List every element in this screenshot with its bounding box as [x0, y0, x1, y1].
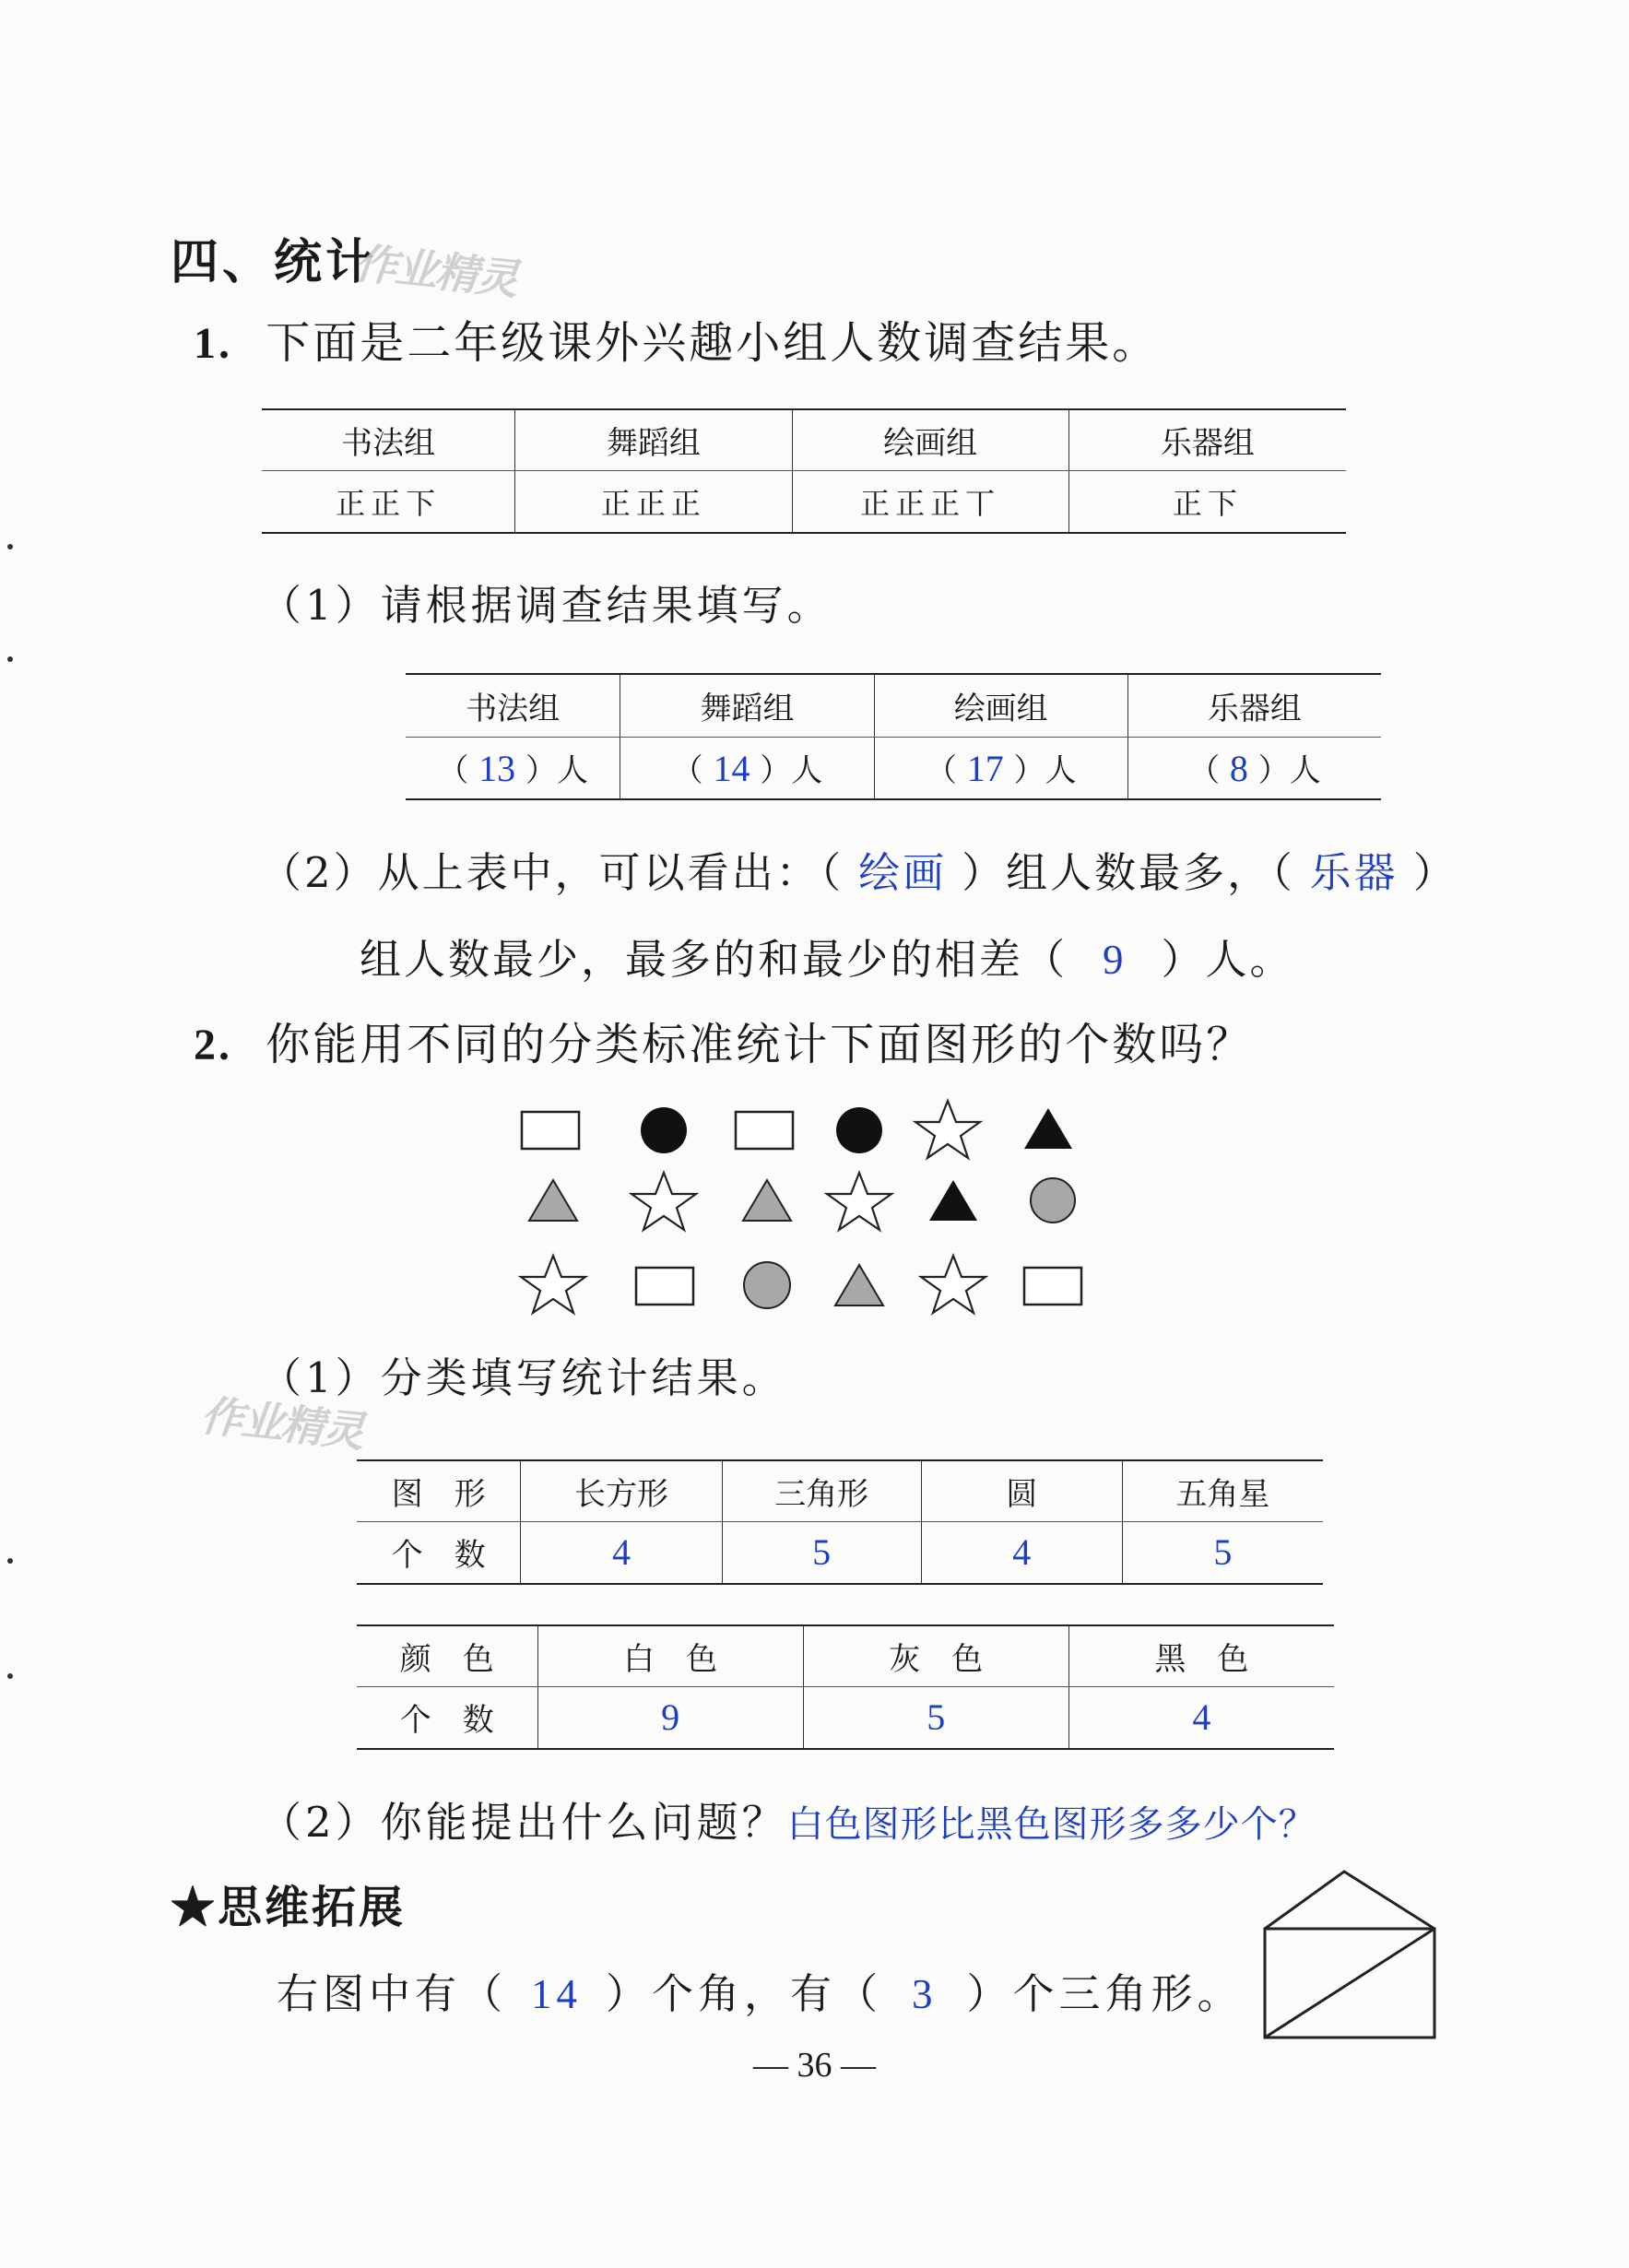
angle-figure	[1254, 1862, 1457, 2047]
unit-label: 人	[1045, 752, 1077, 790]
group-cell: 舞蹈组	[620, 674, 874, 737]
shape-header: 圆	[921, 1460, 1122, 1521]
color-count: 9	[537, 1686, 803, 1749]
q1-sub2-line2	[360, 926, 1294, 986]
text: ）个角，有（	[606, 1969, 883, 2018]
count-answer: 13	[478, 748, 516, 790]
black-circle	[641, 1107, 687, 1153]
header-cell: 颜 色	[357, 1625, 537, 1686]
black-triangle	[1024, 1108, 1072, 1149]
text: ）人。	[1161, 935, 1294, 984]
color-count-table	[357, 1624, 1334, 1750]
count-answer: 17	[966, 748, 1004, 790]
gray-triangle	[529, 1180, 577, 1221]
page-number: — 36 —	[753, 2046, 876, 2085]
white-star	[632, 1173, 696, 1230]
margin-dot	[7, 656, 13, 662]
group-cell: 绘画组	[874, 674, 1127, 737]
text: （2）从上表中，可以看出：（	[260, 848, 844, 897]
tally-cell: 正正下	[336, 485, 442, 521]
group-cell: 舞蹈组	[515, 409, 792, 470]
gray-circle	[1031, 1178, 1075, 1223]
question-1	[194, 307, 1159, 371]
shape-count: 5	[1122, 1521, 1323, 1584]
shape-header: 五角星	[1122, 1460, 1323, 1521]
white-star	[521, 1256, 585, 1313]
color-header: 黑 色	[1068, 1625, 1334, 1686]
shape-count: 5	[722, 1521, 921, 1584]
text: ）个三角形。	[966, 1969, 1244, 2018]
shape-header: 三角形	[722, 1460, 921, 1521]
margin-dot	[7, 1558, 13, 1564]
text: ）组人数最多，（	[962, 848, 1295, 897]
angles-answer: 14	[531, 1971, 583, 2017]
group-cell: 书法组	[406, 674, 620, 737]
count-answer: 8	[1229, 748, 1248, 790]
color-header: 白 色	[537, 1625, 803, 1686]
shapes-grid	[498, 1088, 1106, 1337]
tally-cell: 正正正	[515, 470, 792, 533]
white-rectangle	[1024, 1268, 1081, 1305]
white-rectangle	[636, 1268, 693, 1305]
q2-sub1: （1）分类填写统计结果。	[260, 1353, 787, 1402]
question-number: 2.	[194, 1021, 232, 1069]
watermark-logo: 作业精灵	[352, 237, 520, 305]
difference-answer: 9	[1103, 937, 1127, 983]
row-label: 个 数	[399, 1702, 494, 1740]
white-star	[921, 1256, 986, 1313]
count-cell: （ 13 ）人	[437, 748, 588, 790]
black-circle	[836, 1107, 882, 1153]
group-cell: 乐器组	[1127, 674, 1381, 737]
row-label: 个 数	[391, 1537, 486, 1575]
count-table	[406, 673, 1381, 800]
header-cell: 图 形	[357, 1460, 521, 1521]
q2-sub2	[260, 1789, 1316, 1849]
least-answer: 乐器	[1309, 850, 1399, 896]
tally-cell: 正正正丅	[792, 470, 1068, 533]
watermark-logo: 作业精灵	[198, 1389, 366, 1458]
shape-count-table	[357, 1459, 1323, 1585]
unit-label: 人	[1289, 752, 1321, 790]
shape-header: 长方形	[521, 1460, 722, 1521]
text: 组人数最少，最多的和最少的相差（	[360, 935, 1068, 984]
text: ）	[1412, 848, 1458, 897]
section-title: 四、统计	[171, 234, 378, 290]
extension-title: ★思维拓展	[171, 1882, 407, 1933]
group-cell: 书法组	[262, 409, 515, 470]
shape-count: 4	[921, 1521, 1122, 1584]
tally-table	[262, 408, 1346, 534]
question-text: 下面是二年级课外兴趣小组人数调查结果。	[266, 317, 1160, 369]
extension-question	[277, 1960, 1244, 2020]
white-star	[915, 1101, 980, 1158]
color-count: 5	[803, 1686, 1068, 1749]
group-cell: 乐器组	[1068, 409, 1346, 470]
white-rectangle	[736, 1112, 793, 1149]
gray-circle	[744, 1262, 790, 1308]
count-cell: （ 17 ）人	[874, 737, 1127, 799]
white-rectangle	[522, 1112, 579, 1149]
shape-count: 4	[521, 1521, 722, 1584]
triangles-answer: 3	[912, 1971, 938, 2017]
count-cell: （ 14 ）人	[620, 737, 874, 799]
gray-triangle	[743, 1180, 791, 1221]
question-2	[194, 1009, 1253, 1072]
margin-dot	[7, 1673, 13, 1679]
question-text: 你能用不同的分类标准统计下面图形的个数吗？	[266, 1019, 1254, 1070]
tally-cell: 正下	[1068, 470, 1346, 533]
white-star	[827, 1173, 891, 1230]
color-count: 4	[1068, 1686, 1334, 1749]
q1-sub1: （1）请根据调查结果填写。	[260, 581, 832, 630]
question-number: 1.	[194, 319, 232, 368]
count-answer: 14	[713, 748, 750, 790]
group-cell: 绘画组	[792, 409, 1068, 470]
question-answer: 白色图形比黑色图形多多少个？	[786, 1803, 1316, 1846]
most-answer: 绘画	[858, 850, 948, 896]
black-triangle	[929, 1180, 977, 1221]
gray-triangle	[835, 1265, 883, 1305]
text: （2）你能提出什么问题？	[260, 1798, 787, 1847]
color-header: 灰 色	[803, 1625, 1068, 1686]
q1-sub2-line1	[260, 839, 1458, 899]
count-cell: （ 8 ）人	[1127, 737, 1381, 799]
unit-label: 人	[791, 752, 823, 790]
text: 右图中有（	[277, 1969, 508, 2018]
margin-dot	[7, 544, 13, 549]
unit-label: 人	[556, 752, 588, 790]
